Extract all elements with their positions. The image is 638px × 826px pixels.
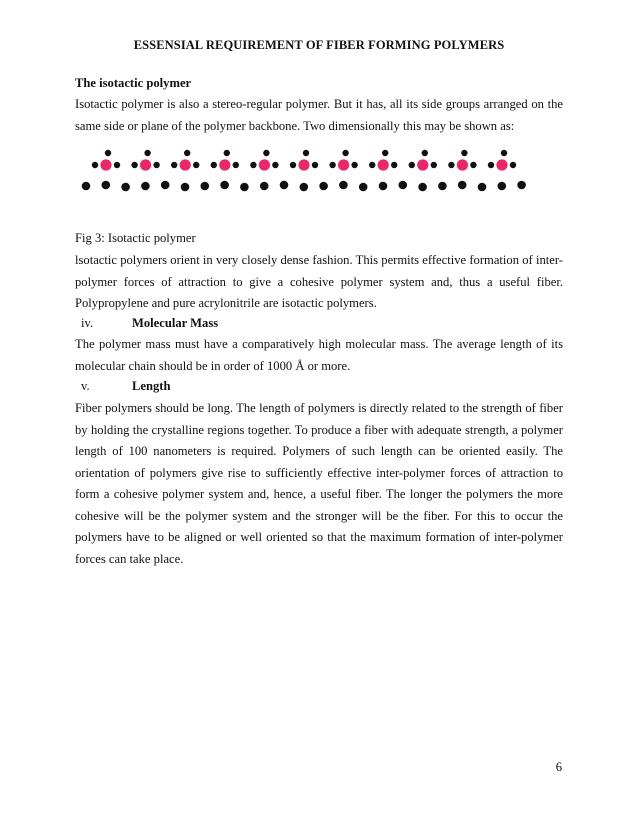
side-atom [131,162,137,168]
side-atom [153,162,159,168]
side-atom [510,162,516,168]
side-atom [211,162,217,168]
isotactic-polymer-figure [80,148,540,196]
side-atom [351,162,357,168]
side-atom [391,162,397,168]
backbone-atom [161,181,170,190]
side-group-atom [417,159,428,170]
substituent-top-atom [105,150,111,156]
backbone-atom [339,181,348,190]
substituent-top-atom [184,150,190,156]
page-title: ESSENSIAL REQUIREMENT OF FIBER FORMING POLYMERS [133,38,505,52]
side-atom [369,162,375,168]
backbone-atom [438,182,447,191]
substituent-top-atom [501,150,507,156]
substituent-top-atom [263,150,269,156]
side-atom [488,162,494,168]
substituent-top-atom [422,150,428,156]
backbone-atom [359,183,368,192]
backbone-atom [201,182,210,191]
side-group-atom [140,159,151,170]
backbone-atom [517,181,526,190]
backbone-atom [280,181,289,190]
subsection-number: v. [81,379,90,393]
backbone-atom [478,183,487,192]
substituent-top-atom [382,150,388,156]
side-group-atom [338,159,349,170]
backbone-atom [121,183,130,192]
side-atom [114,162,120,168]
backbone-atom [240,183,249,192]
substituent-top-atom [342,150,348,156]
backbone-atom [300,183,309,192]
subsection-label: Molecular Mass [132,316,219,330]
backbone-atom [260,182,269,191]
side-atom [250,162,256,168]
backbone-atom [181,183,190,192]
molecular-mass-paragraph: The polymer mass must have a comparatively high molecular mass. The average length of its molecular chain should be in order of 1000 Å or more. [75,337,563,373]
isotactic-body-paragraph: lsotactic polymers orient in very closely dense fashion. This permits effective formation of inter-polymer forces of attraction to give a cohesive polymer system and, thus a useful fiber. Polypropylene and pure acrylonitrile are isotactic polymers. [75,253,563,310]
side-atom [193,162,199,168]
backbone-atom [379,182,388,191]
section-heading-isotactic: The isotactic polymer [75,76,192,90]
side-group-atom [100,159,111,170]
substituent-top-atom [144,150,150,156]
length-paragraph: Fiber polymers should be long. The length of polymers is directly related to the strength of fiber by holding the crystalline regions together. To produce a fiber with adequate strength, a polymer length of 100 nanometers is required. Polymers of such length can be oriented easily. The orientation of polymers give rise to sufficiently effective inter-polymer forces of attraction to form a cohesive polymer system and, hence, a useful fiber. The longer the polymers the more cohesive will be the polymer system and the stronger will be the fiber. For this to occur the polymers have to be aligned or well oriented so that the maximum formation of inter-polymer forces can take place. [75,401,563,566]
figure-caption: Fig 3: Isotactic polymer [75,231,196,245]
side-atom [448,162,454,168]
substituent-top-atom [224,150,230,156]
backbone-atom [399,181,408,190]
subsection-number: iv. [81,316,94,330]
backbone-atom [458,181,467,190]
backbone-atom [418,183,427,192]
side-group-atom [219,159,230,170]
side-atom [92,162,98,168]
side-atom [329,162,335,168]
side-group-atom [378,159,389,170]
side-atom [409,162,415,168]
side-group-atom [496,159,507,170]
substituent-top-atom [461,150,467,156]
side-group-atom [298,159,309,170]
subsection-label: Length [132,379,171,393]
side-group-atom [180,159,191,170]
side-atom [233,162,239,168]
backbone-atom [319,182,328,191]
side-group-atom [259,159,270,170]
side-atom [431,162,437,168]
side-group-atom [457,159,468,170]
isotactic-intro-paragraph: Isotactic polymer is also a stereo-regular polymer. But it has, all its side groups arranged on the same side or plane of the polymer backbone. Two dimensionally this may be shown as: [75,97,563,133]
side-atom [272,162,278,168]
side-atom [312,162,318,168]
backbone-atom [82,182,91,191]
backbone-atom [102,181,111,190]
side-atom [470,162,476,168]
backbone-atom [498,182,507,191]
backbone-atom [141,182,150,191]
substituent-top-atom [303,150,309,156]
backbone-atom [220,181,229,190]
side-atom [290,162,296,168]
side-atom [171,162,177,168]
page-number: 6 [555,760,562,774]
